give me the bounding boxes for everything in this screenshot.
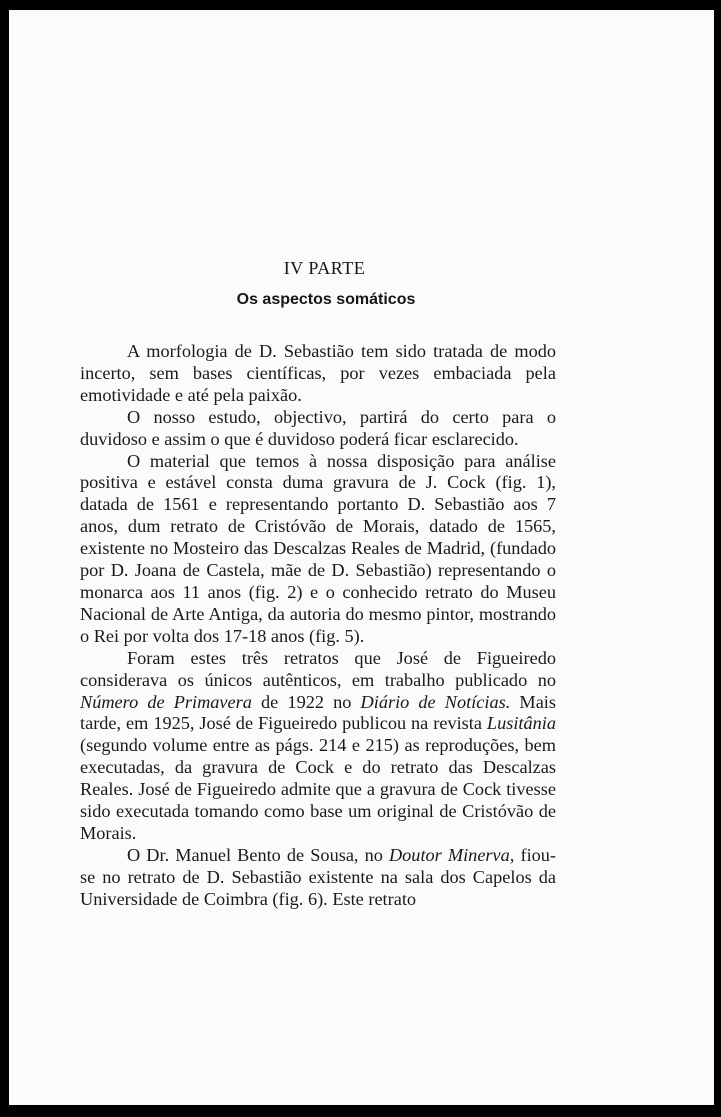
italic-title: Lusitânia — [486, 713, 556, 734]
text-run: Foram estes três retratos que José de Figueiredo considerava os únicos autênticos, em trabalho publicado no — [80, 647, 556, 690]
part-title: IV PARTE — [283, 258, 366, 278]
text-run: fiou-se no retrato de D. Sebastião existente na sala dos Capelos da Universidade de Coimbra (fig. 6). Este retrato — [80, 844, 557, 909]
text-run: O material que temos à nossa disposição para análise positiva e estável consta duma gravura de J. Cock (fig. 1), datada de 1561 e representando portanto D. Sebastião aos 7 anos, dum retrato de Cristóvão de Morais, datado de 1565, existente no Mosteiro das Descalzas Reales de Madrid, (fundado por D. Joana de Castela, mãe de D. Sebastião) representando o monarca aos 11 anos (fig. 2) e o conhecido retrato do Museu Nacional de Arte Antiga, da autoria do mesmo pintor, mostrando o Rei por volta dos 17-18 anos (fig. 5). — [80, 450, 556, 646]
text-run: (segundo volume entre as págs. 214 e 215) as reproduções, bem executadas, da gravura de Cock e do retrato das Descalzas Reales. José de Figueiredo admite que a gravura de Cock tivesse sido executada tomando como base um original de Cristóvão de Morais. — [80, 735, 556, 843]
paragraph — [80, 451, 556, 648]
text-run: A morfologia de D. Sebastião tem sido tratada de modo incerto, sem bases científicas, por vezes embaciada pela emotividade e até pela paixão. — [80, 341, 556, 405]
paragraph — [80, 648, 556, 845]
text-run: O nosso estudo, objectivo, partirá do certo para o duvidoso e assim o que é duvidoso poderá ficar esclarecido. — [80, 406, 556, 449]
text-run: de 1922 no — [251, 691, 361, 712]
book-page — [9, 10, 714, 1105]
text-run: O Dr. Manuel Bento de Sousa, no — [127, 844, 389, 865]
paragraph — [80, 845, 556, 911]
paragraph — [80, 341, 556, 407]
paragraph — [80, 407, 556, 451]
italic-title: Diário de Notícias. — [360, 691, 511, 712]
body-text — [80, 341, 556, 911]
italic-title: Doutor Minerva, — [388, 844, 515, 865]
italic-title: Número de Primavera — [80, 691, 252, 712]
chapter-title: Os aspectos somáticos — [236, 291, 416, 308]
text-run: Mais tarde, em 1925, José de Figueiredo publicou na revista — [80, 691, 556, 734]
